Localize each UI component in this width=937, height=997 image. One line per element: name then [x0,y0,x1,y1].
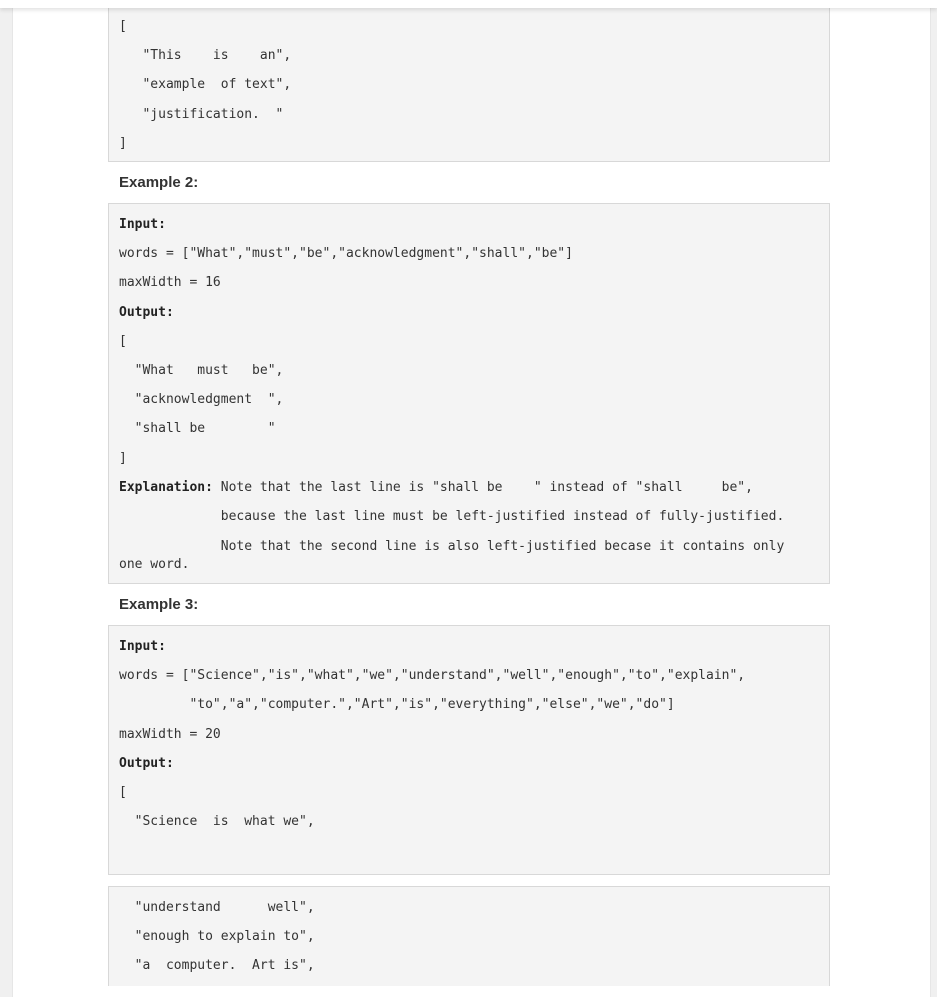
code-line: "This is an", [119,48,292,63]
code-line: ] [119,136,127,151]
explanation-line: Note that the second line is also left-justified becase it contains only [119,539,785,554]
code-line: "shall be " [119,421,276,436]
explanation-line: one word. [119,557,190,572]
explanation-line [119,480,753,496]
words-line: "to","a","computer.","Art","is","everything","else","we","do"] [119,697,675,712]
explanation-line: because the last line must be left-justified instead of fully-justified. [119,509,785,524]
input-label-line [119,217,166,233]
example3-code-block [108,625,830,875]
code-line: "acknowledgment ", [119,392,284,407]
example3-code-block-continued [108,886,830,986]
code-line: "Science is what we", [119,814,315,829]
output-label: Output: [119,756,174,771]
example3-heading: Example 3: [119,596,199,613]
code-line: "a computer. Art is", [119,958,315,973]
output-label: Output: [119,305,174,320]
code-line: "example of text", [119,77,292,92]
input-label-line [119,639,166,655]
maxwidth-line: maxWidth = 16 [119,275,221,290]
code-line: "enough to explain to", [119,929,315,944]
explanation-text: Note that the last line is "shall be " instead of "shall be", [212,480,753,495]
output-label-line [119,756,174,772]
code-line: [ [119,19,127,34]
words-line: words = ["Science","is","what","we","understand","well","enough","to","explain", [119,668,746,683]
code-line: [ [119,334,127,349]
top-bar-shadow [0,0,937,8]
input-label: Input: [119,639,166,654]
words-line: words = ["What","must","be","acknowledgment","shall","be"] [119,246,573,261]
example2-code-block [108,203,830,584]
output-label-line [119,305,174,321]
example1-code-block [108,6,830,162]
input-label: Input: [119,217,166,232]
code-line: ] [119,451,127,466]
code-line: "understand well", [119,900,315,915]
code-line: "What must be", [119,363,284,378]
code-line: [ [119,785,127,800]
code-line: "justification. " [119,107,284,122]
maxwidth-line: maxWidth = 20 [119,727,221,742]
example2-heading: Example 2: [119,174,199,191]
explanation-label: Explanation: [119,480,213,495]
